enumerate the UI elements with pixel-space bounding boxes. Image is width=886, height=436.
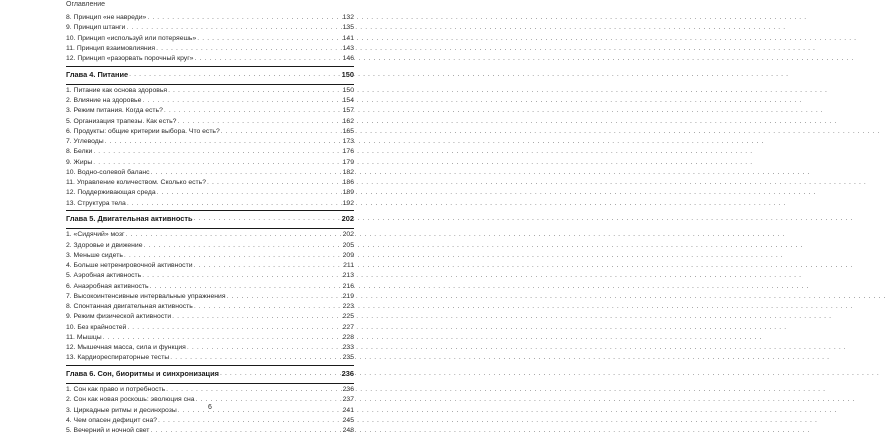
entry-title: 5. Аэробная активность — [66, 272, 142, 280]
entry-title: 11. Принцип взаимовлияния — [66, 44, 156, 52]
leader-dots — [177, 117, 338, 127]
leader-dots — [170, 353, 338, 363]
entry-title: 2. Здоровье и движение — [66, 241, 143, 249]
entry-page: 143 — [342, 44, 354, 52]
entry-title: 5. Организация трапезы. Как есть? — [66, 117, 177, 125]
chapter-divider — [66, 84, 354, 85]
entry-page: 150 — [342, 86, 354, 94]
toc-entry[interactable] — [66, 13, 354, 23]
chapter-divider — [66, 365, 354, 366]
leader-dots — [105, 137, 338, 147]
chapter-heading[interactable] — [66, 68, 354, 83]
toc-entry[interactable] — [66, 199, 354, 209]
entry-title: 13. Структура тела — [66, 199, 126, 207]
leader-dots — [93, 158, 338, 168]
entry-page: 157 — [342, 107, 354, 115]
entry-page: 241 — [342, 406, 354, 414]
entry-title: 8. Принцип «не навреди» — [66, 14, 147, 21]
toc-entry[interactable] — [66, 106, 354, 116]
toc-entry[interactable] — [66, 241, 354, 251]
leader-dots — [93, 147, 338, 157]
leader-dots — [156, 44, 338, 54]
entry-title: 12. Поддерживающая среда — [66, 189, 156, 197]
chapter-heading[interactable] — [66, 212, 354, 227]
entry-title: 10. Водно-солевой баланс — [66, 168, 150, 176]
entry-title: 8. Спонтанная двигательная активность — [66, 303, 193, 310]
leader-dots — [129, 72, 338, 82]
leader-dots — [150, 426, 338, 436]
leader-dots — [158, 416, 338, 426]
chapter-divider — [66, 66, 354, 67]
entry-title: 1. «Сидячий» мозг — [66, 231, 125, 239]
leader-dots — [194, 54, 338, 64]
toc-entry[interactable] — [66, 168, 354, 178]
entry-title: 10. Принцип «используй или потеряешь» — [66, 34, 197, 42]
entry-title: 3. Меньше сидеть — [66, 251, 123, 259]
entry-page: 179 — [342, 158, 354, 166]
chapter-divider — [66, 228, 354, 229]
entry-page: 245 — [342, 416, 354, 424]
leader-dots — [147, 13, 338, 23]
entry-page: 223 — [342, 303, 354, 310]
entry-page: 233 — [342, 344, 354, 351]
toc-entry[interactable] — [66, 251, 354, 261]
entry-page: 211 — [343, 262, 354, 269]
entry-page: 236 — [342, 386, 354, 393]
toc-entry[interactable] — [66, 353, 354, 363]
toc-page — [66, 0, 354, 434]
entry-title: 4. Больше нетренировочной активности — [66, 262, 193, 269]
entry-title: 9. Режим физической активности — [66, 313, 172, 321]
leader-dots — [142, 96, 338, 106]
table-of-contents — [66, 13, 354, 436]
toc-entry[interactable] — [66, 137, 354, 147]
toc-entry[interactable] — [66, 282, 354, 292]
toc-entry[interactable] — [66, 271, 354, 281]
entry-page: 182 — [342, 168, 354, 176]
chapter-title: Глава 6. Сон, биоритмы и синхронизация — [66, 369, 219, 378]
chapter-heading[interactable] — [66, 367, 354, 382]
toc-entry[interactable] — [66, 323, 354, 333]
chapter-page: 202 — [341, 214, 354, 224]
entry-page: 235 — [342, 354, 354, 362]
toc-entry[interactable] — [66, 34, 354, 44]
entry-title: 6. Продукты: общие критерии выбора. Что есть? — [66, 127, 220, 135]
entry-page: 176 — [342, 148, 354, 156]
entry-page: 162 — [342, 117, 354, 125]
entry-title: 7. Высокоинтенсивные интервальные упражнения — [66, 292, 226, 300]
page-number: 6 — [208, 404, 212, 411]
entry-page: 154 — [342, 97, 354, 104]
entry-title: 11. Мышцы — [66, 333, 102, 341]
entry-title: 10. Без крайностей — [66, 323, 127, 331]
entry-page: 146 — [342, 55, 354, 62]
toc-entry[interactable] — [66, 230, 354, 240]
toc-entry[interactable] — [66, 343, 354, 353]
entry-page: 186 — [342, 179, 354, 186]
leader-dots — [142, 271, 338, 281]
leader-dots — [150, 282, 338, 292]
leader-dots — [164, 106, 338, 116]
toc-entry[interactable] — [66, 127, 354, 137]
toc-entry[interactable] — [66, 54, 354, 64]
toc-entry[interactable] — [66, 333, 354, 343]
leader-dots — [194, 217, 338, 227]
entry-title: 12. Принцип «разорвать порочный круг» — [66, 55, 194, 62]
leader-dots — [124, 251, 338, 261]
entry-title: 11. Управление количеством. Сколько есть? — [66, 179, 206, 186]
toc-entry[interactable] — [66, 44, 354, 54]
toc-entry[interactable] — [66, 426, 354, 436]
entry-page: 227 — [342, 323, 354, 331]
leader-dots — [127, 323, 338, 333]
leader-dots — [151, 168, 338, 178]
leader-dots — [197, 34, 338, 44]
entry-title: 3. Циркадные ритмы и десинхрозы — [66, 406, 177, 414]
entry-title: 4. Чем опасен дефицит сна? — [66, 416, 158, 424]
leader-dots — [103, 333, 338, 343]
toc-entry[interactable] — [66, 23, 354, 33]
entry-page: 237 — [342, 396, 354, 404]
chapter-page: 150 — [341, 69, 354, 79]
entry-title: 8. Белки — [66, 148, 93, 156]
entry-title: 1. Питание как основа здоровья — [66, 86, 168, 94]
entry-title: 2. Сон как новая роскошь: эволюция сна — [66, 396, 195, 404]
toc-entry[interactable] — [66, 302, 354, 312]
leader-dots — [166, 385, 338, 395]
entry-page: 225 — [342, 313, 354, 321]
entry-page: 165 — [342, 127, 354, 135]
toc-entry[interactable] — [66, 261, 354, 271]
leader-dots — [187, 343, 338, 353]
entry-page: 192 — [342, 199, 354, 207]
toc-entry[interactable] — [66, 385, 354, 395]
entry-page: 219 — [342, 292, 354, 300]
leader-dots — [126, 23, 338, 33]
toc-entry[interactable] — [66, 188, 354, 198]
entry-page: 216 — [342, 282, 354, 290]
entry-title: 3. Режим питания. Когда есть? — [66, 107, 163, 115]
entry-page: 248 — [342, 427, 354, 434]
entry-title: 2. Влияние на здоровье — [66, 97, 142, 104]
entry-title: 6. Анаэробная активность — [66, 282, 149, 290]
entry-title: 5. Вечерний и ночной свет — [66, 427, 150, 434]
toc-entry[interactable] — [66, 117, 354, 127]
toc-entry[interactable] — [66, 312, 354, 322]
leader-dots — [144, 241, 338, 251]
toc-entry[interactable] — [66, 96, 354, 106]
chapter-title: Глава 5. Двигательная активность — [66, 214, 193, 224]
toc-entry[interactable] — [66, 158, 354, 168]
entry-page: 213 — [342, 272, 354, 280]
chapter-title: Глава 4. Питание — [66, 69, 129, 79]
leader-dots — [157, 188, 338, 198]
entry-page: 202 — [342, 231, 354, 239]
toc-entry[interactable] — [66, 86, 354, 96]
entry-page: 173 — [342, 138, 354, 145]
leader-dots — [207, 178, 338, 188]
leader-dots — [194, 261, 339, 271]
chapter-page: 236 — [341, 369, 354, 378]
running-head: Оглавление — [66, 1, 106, 8]
entry-title: 9. Жиры — [66, 158, 93, 166]
entry-page: 228 — [342, 333, 354, 341]
entry-page: 141 — [342, 34, 354, 42]
entry-title: 7. Углеводы — [66, 138, 104, 145]
entry-page: 205 — [342, 241, 354, 249]
leader-dots — [172, 312, 338, 322]
leader-dots — [168, 86, 338, 96]
toc-entry[interactable] — [66, 292, 354, 302]
leader-dots — [127, 199, 338, 209]
entry-title: 13. Кардиореспираторные тесты — [66, 354, 170, 362]
toc-entry[interactable] — [66, 416, 354, 426]
chapter-divider — [66, 383, 354, 384]
leader-dots — [194, 302, 338, 312]
entry-title: 1. Сон как право и потребность — [66, 386, 166, 393]
leader-dots — [221, 127, 338, 137]
entry-title: 12. Мышечная масса, сила и функция — [66, 344, 186, 351]
chapter-divider — [66, 210, 354, 211]
toc-entry[interactable] — [66, 147, 354, 157]
entry-page: 189 — [342, 189, 354, 197]
leader-dots — [227, 292, 338, 302]
entry-page: 209 — [342, 251, 354, 259]
entry-page: 135 — [342, 24, 354, 32]
leader-dots — [125, 230, 338, 240]
leader-dots — [220, 371, 338, 381]
toc-entry[interactable] — [66, 178, 354, 188]
entry-page: 132 — [342, 14, 354, 21]
entry-title: 9. Принцип штанги — [66, 24, 126, 32]
